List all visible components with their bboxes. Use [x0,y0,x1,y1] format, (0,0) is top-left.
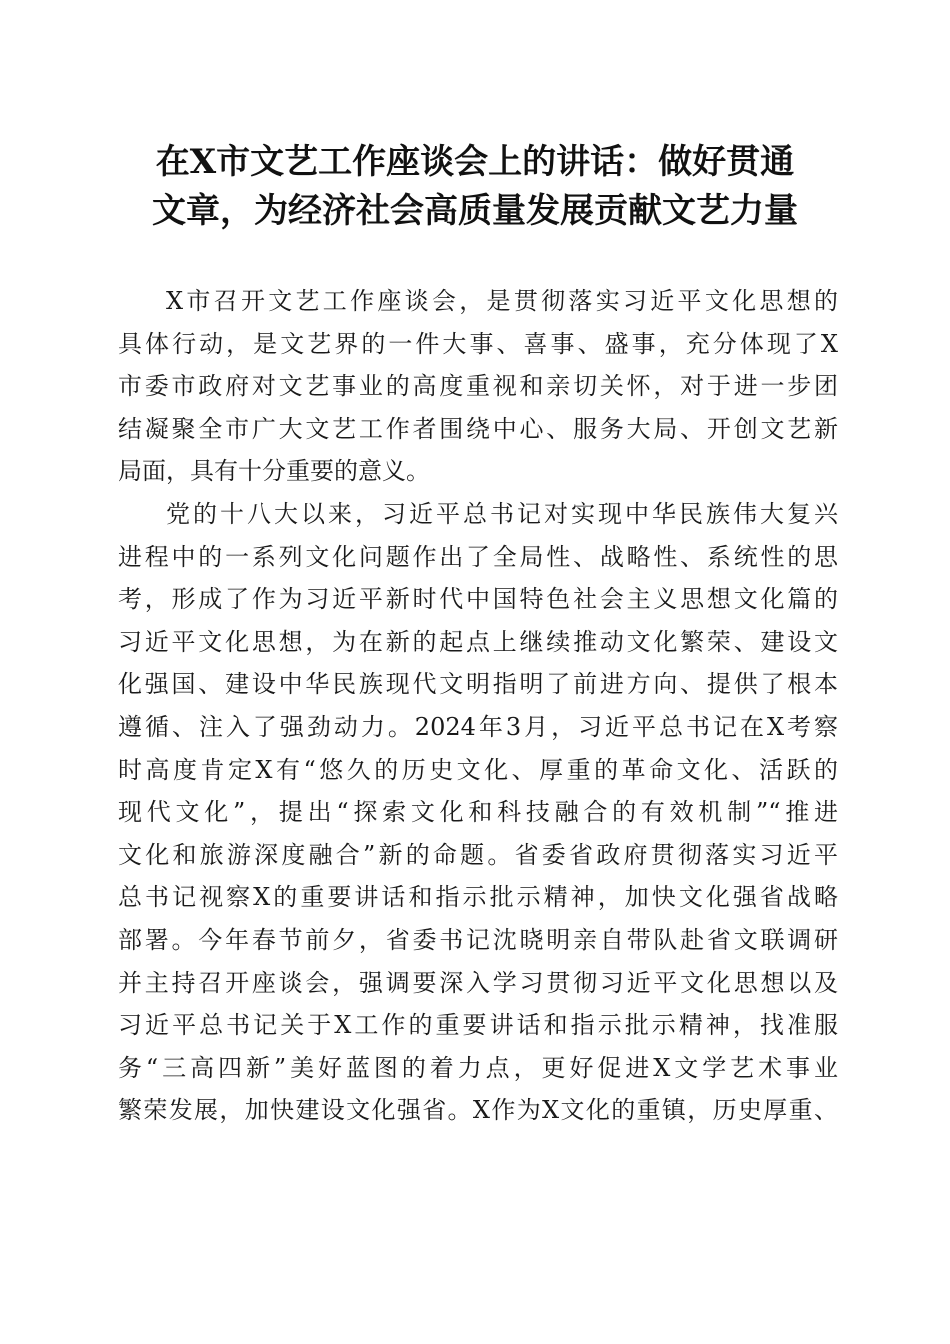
paragraph-line: 化强国、建设中华民族现代文明指明了前进方向、提供了根本 [118,670,838,699]
title-line-1: 在X市文艺工作座谈会上的讲话：做好贯通 [155,142,795,182]
paragraph-line: 具体行动，是文艺界的一件大事、喜事、盛事，充分体现了X [118,329,838,358]
paragraph-line: 现代文化”，提出“探索文化和科技融合的有效机制”“推进 [118,798,838,827]
document-body [118,280,838,1132]
paragraph-line: 务“三高四新”美好蓝图的着力点，更好促进X文学艺术事业 [118,1053,838,1082]
paragraph-line: 总书记视察X的重要讲话和指示批示精神，加快文化强省战略 [118,883,838,912]
paragraph-line: 局面，具有十分重要的意义。 [118,457,430,486]
paragraph-line: 习近平总书记关于X工作的重要讲话和指示批示精神，找准服 [118,1011,838,1040]
paragraph-line: 进程中的一系列文化问题作出了全局性、战略性、系统性的思 [118,542,838,571]
paragraph-line: 党的十八大以来，习近平总书记对实现中华民族伟大复兴 [166,499,838,528]
paragraph-line: 考，形成了作为习近平新时代中国特色社会主义思想文化篇的 [118,585,838,614]
paragraph-line: 并主持召开座谈会，强调要深入学习贯彻习近平文化思想以及 [118,968,838,997]
paragraph-line: 结凝聚全市广大文艺工作者围绕中心、服务大局、开创文艺新 [118,414,838,443]
paragraph-line: 繁荣发展，加快建设文化强省。X作为X文化的重镇，历史厚重、 [118,1096,838,1125]
paragraph-line: 遵循、注入了强劲动力。2024年3月，习近平总书记在X考察 [118,712,838,741]
paragraph-line: 文化和旅游深度融合”新的命题。省委省政府贯彻落实习近平 [118,840,838,869]
document-title [100,138,850,236]
paragraph-line: 市委市政府对文艺事业的高度重视和亲切关怀，对于进一步团 [118,372,838,401]
paragraph-1 [118,280,838,493]
paragraph-2 [118,493,838,1132]
paragraph-line: X市召开文艺工作座谈会，是贯彻落实习近平文化思想的 [166,287,838,315]
paragraph-line: 时高度肯定X有“悠久的历史文化、厚重的革命文化、活跃的 [118,755,838,784]
paragraph-line: 习近平文化思想，为在新的起点上继续推动文化繁荣、建设文 [118,627,838,656]
title-line-2: 文章，为经济社会高质量发展贡献文艺力量 [152,191,798,231]
paragraph-line: 部署。今年春节前夕，省委书记沈晓明亲自带队赴省文联调研 [118,925,838,954]
